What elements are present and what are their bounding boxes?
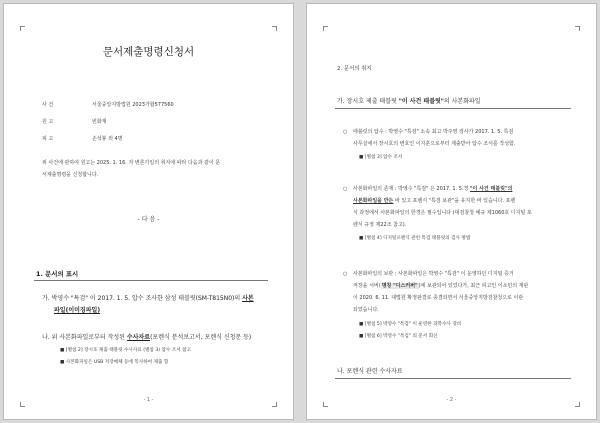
document-page-2: [307, 4, 596, 419]
page-number: - 2 -: [446, 397, 457, 403]
item-na: 나. 포렌식 관련 수사자료: [337, 368, 403, 375]
reference-note: ■ [별첨 3] 압수 조서: [359, 155, 403, 160]
bullet-text: 저장을 서버(명칭 "디스커버")에 보관되어 있었다가, 최근 피고인 이소민의 재판: [353, 283, 529, 289]
page-number: - 1 -: [143, 397, 154, 403]
item-na: 나. 위 사본화파일로부터 작성된 수사자료(포렌식 분석보고서, 포렌식 신청문 등): [42, 334, 252, 341]
bullet-text: 식 과정에서 사본화파일의 한경은 필수입니다 (대검찰청 예규 제1060호 디지털 포: [353, 210, 532, 216]
bullet-text: 사본화파일의 존재 : 박영수 "특검" 은 2017. 1. 5.경 "이 사건 태블릿"의: [353, 186, 513, 192]
bullet-text: 사무실에서 장시호의 변호인 이지훈으로부터 제출받아 압수 조서를 작성함.: [353, 141, 516, 147]
defendant-label: 피 고: [42, 136, 54, 142]
bullet-circle: ○: [343, 186, 348, 192]
section-heading: 2. 문서의 취지: [337, 66, 372, 72]
page-corner-mark: [323, 26, 328, 31]
bullet-text: 사본화파일의 보관 : 사본화파일은 박영수 "특검" 이 운영하던 디지털 증거: [353, 271, 514, 277]
case-number: 서울중앙지방법원 2023가합577560: [92, 102, 174, 108]
highlight-text: 수사자료: [126, 334, 151, 341]
plaintiff-name: 빈화재: [92, 119, 107, 125]
section-heading: 1. 문서의 표시: [36, 270, 79, 278]
document-title: 문서제출명령신청서: [102, 46, 195, 58]
bullet-text: 태블릿의 압수 : 박영수 "특검" 소속 최고 박주영 검사가 2017. 1. 5. 특검: [353, 129, 514, 135]
intro-text: 서제출명령을 신청합니다.: [42, 172, 99, 178]
reference-note: ■ [별첨 4] 디지털포렌식 관련 특검 태블릿의 검사 방법: [359, 236, 471, 241]
reference-note: ■ [별첨 6] 박영수 "특검" 의 문서 회신: [359, 334, 438, 339]
intro-text: 위 사건에 관하여 원고는 2025. 1. 16. 자 변론기일의 취지에 따라 다음과 같이 문: [42, 160, 221, 166]
section-divider: [335, 108, 571, 109]
reference-note: ■ [별첨 5] 박영수 "특검" 이 운영한 과학수사 장비: [359, 322, 462, 327]
highlight-text: 사본: [242, 295, 254, 302]
item-ga: 가. 장시호 제출 태블릿 "이 사건 태블릿"의 사본화파일: [337, 98, 481, 105]
item-ga-continued: 파일(이미징파일): [54, 307, 101, 314]
section-divider: [34, 280, 268, 281]
bullet-text: 렌식 규정 제22조 참고).: [353, 222, 407, 228]
case-label: 사 건: [42, 102, 54, 108]
page-corner-mark: [272, 26, 277, 31]
bullet-text: 사본화파일을 만든 바 있고 포렌식 "특검 보관"을 유지한 바 있습니다. 포렌: [353, 198, 516, 204]
page-corner-mark: [20, 26, 25, 31]
bullet-text: 이 2020. 6. 11. 대법원 확정판결로 종결되면서 서울중앙지방검찰청으로 이관: [353, 295, 524, 301]
section-divider: [335, 378, 571, 379]
page-corner-mark: [575, 26, 580, 31]
defendant-name: 손석봉 외 4명: [92, 136, 123, 142]
bullet-circle: ○: [343, 129, 348, 135]
bullet-circle: ○: [343, 271, 348, 277]
item-ga: 가. 박영수 "특검" 이 2017. 1. 5. 압수 조사한 삼성 태블릿(SM-T815N0)의 사본: [42, 295, 254, 302]
plaintiff-label: 원 고: [42, 119, 54, 125]
document-page-1: [4, 4, 293, 419]
reference-note: ■ 사본화파일은 USB 저장매체 등에 복사하여 제출 함: [60, 360, 169, 365]
next-heading: - 다 음 -: [137, 216, 160, 223]
bullet-text: 되었습니다.: [353, 307, 379, 313]
reference-note: ■ [별첨 2] 장시호 제출 태블릿 수사자료 (별첨 3) 압수 조서 참고: [60, 348, 192, 353]
